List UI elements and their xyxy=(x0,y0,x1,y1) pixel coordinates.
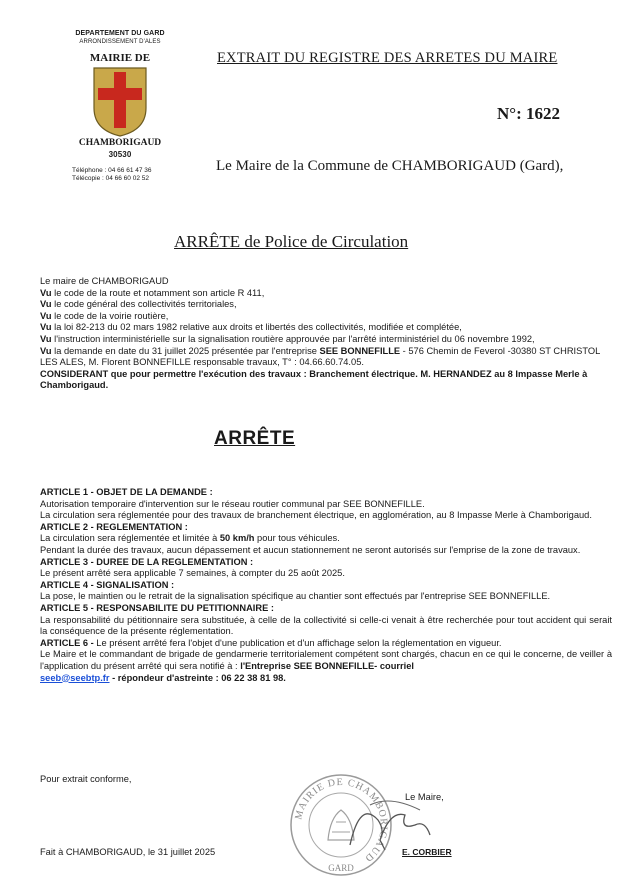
logo-telephone: Téléphone : 04 66 61 47 36 xyxy=(72,167,152,174)
considerant-line: CONSIDERANT que pour permettre l'exécution des travaux : Branchement électrique. M. HERNANDEZ au 8 Impasse Merle à Chamborigaud. xyxy=(40,368,588,391)
intro-line xyxy=(40,288,610,300)
article-heading: ARTICLE 4 - SIGNALISATION : xyxy=(40,579,175,590)
intro-line xyxy=(40,311,610,323)
vu-text: le code général des collectivités territoriales, xyxy=(51,299,237,310)
final-recipient: l'Entreprise SEE BONNEFILLE- courriel xyxy=(240,660,414,671)
article-text: Pendant la durée des travaux, aucun dépassement et aucun stationnement ne seront autorisés sur l'emprise de la zone de travaux. xyxy=(40,544,581,555)
vu-text: le code de la voirie routière, xyxy=(51,310,169,321)
article-heading: ARTICLE 6 - xyxy=(40,637,94,648)
article-heading: ARTICLE 1 - OBJET DE LA DEMANDE : xyxy=(40,487,213,497)
article-text: Le présent arrêté sera applicable 7 semaines, à compter du 25 août 2025. xyxy=(40,568,345,579)
stamp-bottom-text: GARD xyxy=(328,863,354,873)
article-text-part: Le présent arrêté fera l'objet d'une publication et d'un affichage selon la réglementation en vigueur. xyxy=(93,637,502,648)
logo-telecopie: Télécopie : 04 66 60 02 52 xyxy=(72,175,149,182)
logo-department: DEPARTEMENT DU GARD xyxy=(75,30,165,37)
intro-line xyxy=(40,322,610,334)
extract-conforme: Pour extrait conforme, xyxy=(40,774,132,784)
vu-keyword: Vu xyxy=(40,322,52,333)
company-name: SEE BONNEFILLE xyxy=(319,345,401,356)
vu-text: la loi 82-213 du 02 mars 1982 relative aux droits et libertés des collectivités, modifiée et complétée, xyxy=(51,322,462,333)
document-title: ARRÊTE de Police de Circulation xyxy=(174,232,409,251)
intro-block xyxy=(40,276,610,392)
article-text xyxy=(40,638,612,650)
intro-line xyxy=(40,346,610,369)
register-title: EXTRAIT DU REGISTRE DES ARRETES DU MAIRE xyxy=(217,50,558,66)
article-heading: ARTICLE 3 - DUREE DE LA REGLEMENTATION : xyxy=(40,556,254,567)
arrete-number: N°: 1622 xyxy=(497,104,560,123)
stamp-ring-text: MAIRIE DE CHAMBORIGAUD xyxy=(293,776,390,865)
vu-text: l'instruction interministérielle sur la signalisation routière approuvée par l'arrêté interministériel du 06 novembre 1992, xyxy=(51,333,535,344)
article-heading: ARTICLE 2 - REGLEMENTATION : xyxy=(40,521,188,532)
vu-text: la demande en date du 31 juillet 2025 présentée par l'entreprise xyxy=(51,345,320,356)
signer-name: E. CORBIER xyxy=(402,847,452,857)
article-text xyxy=(40,533,612,545)
intro-line: Le maire de CHAMBORIGAUD xyxy=(40,276,169,286)
vu-keyword: Vu xyxy=(40,310,52,321)
decision-heading: ARRÊTE xyxy=(214,428,296,449)
vu-keyword: Vu xyxy=(40,333,52,344)
maire-line: Le Maire de la Commune de CHAMBORIGAUD (Gard), xyxy=(216,158,564,174)
article-text-part: pour tous véhicules. xyxy=(254,533,340,544)
article-text: La responsabilité du pétitionnaire sera substituée, à celle de la collectivité si celle-ci venait à être recherchée pour tout accident qui serait la conséquence de la présente réglementation. xyxy=(40,614,612,637)
mayor-label: Le Maire, xyxy=(405,792,444,802)
vu-keyword: Vu xyxy=(40,345,52,356)
articles-block xyxy=(40,487,612,684)
fait-line: Fait à CHAMBORIGAUD, le 31 juillet 2025 xyxy=(40,847,216,857)
intro-line xyxy=(40,299,610,311)
vu-text: - 576 Chemin de Feverol -30380 ST CHRISTOL LES ALES, M. Florent BONNEFILLE responsable travaux, T° : 04.66.60.74.05. xyxy=(40,345,600,368)
article-text: La pose, le maintien ou le retrait de la signalisation spécifique au chantier sont effectués par l'entreprise SEE BONNEFILLE. xyxy=(40,591,551,602)
final-text: Le Maire et le commandant de brigade de gendarmerie territorialement compétent sont chargés, chacun en ce qui le concerne, de veiller à l'application du présent arrêté qui sera notifié à : xyxy=(40,649,612,671)
article-heading: ARTICLE 5 - RESPONSABILITE DU PETITIONNAIRE : xyxy=(40,602,274,613)
logo-name-bottom: CHAMBORIGAUD xyxy=(78,138,162,148)
final-clause xyxy=(40,649,612,684)
article-text: Autorisation temporaire d'intervention sur le réseau routier communal par SEE BONNEFILLE. xyxy=(40,498,425,509)
vu-keyword: Vu xyxy=(40,287,52,298)
mairie-logo xyxy=(66,30,174,210)
logo-arrondissement: ARRONDISSEMENT D'ALES xyxy=(79,39,161,45)
logo-postcode: 30530 xyxy=(108,150,132,159)
intro-line xyxy=(40,334,610,346)
coat-of-arms-icon xyxy=(66,64,174,138)
speed-limit: 50 km/h xyxy=(219,533,255,544)
article-text-part: La circulation sera réglementée et limitée à xyxy=(40,533,220,544)
email-link[interactable]: seeb@seebtp.fr xyxy=(40,672,110,683)
final-phone: - répondeur d'astreinte : 06 22 38 81 98. xyxy=(109,672,286,683)
vu-keyword: Vu xyxy=(40,299,52,310)
logo-name-top: MAIRIE DE xyxy=(89,52,151,64)
article-text: La circulation sera réglementée pour des travaux de branchement électrique, en agglomération, au 8 Impasse Merle à Chamborigaud. xyxy=(40,510,592,521)
vu-text: le code de la route et notamment son article R 411, xyxy=(51,287,265,298)
